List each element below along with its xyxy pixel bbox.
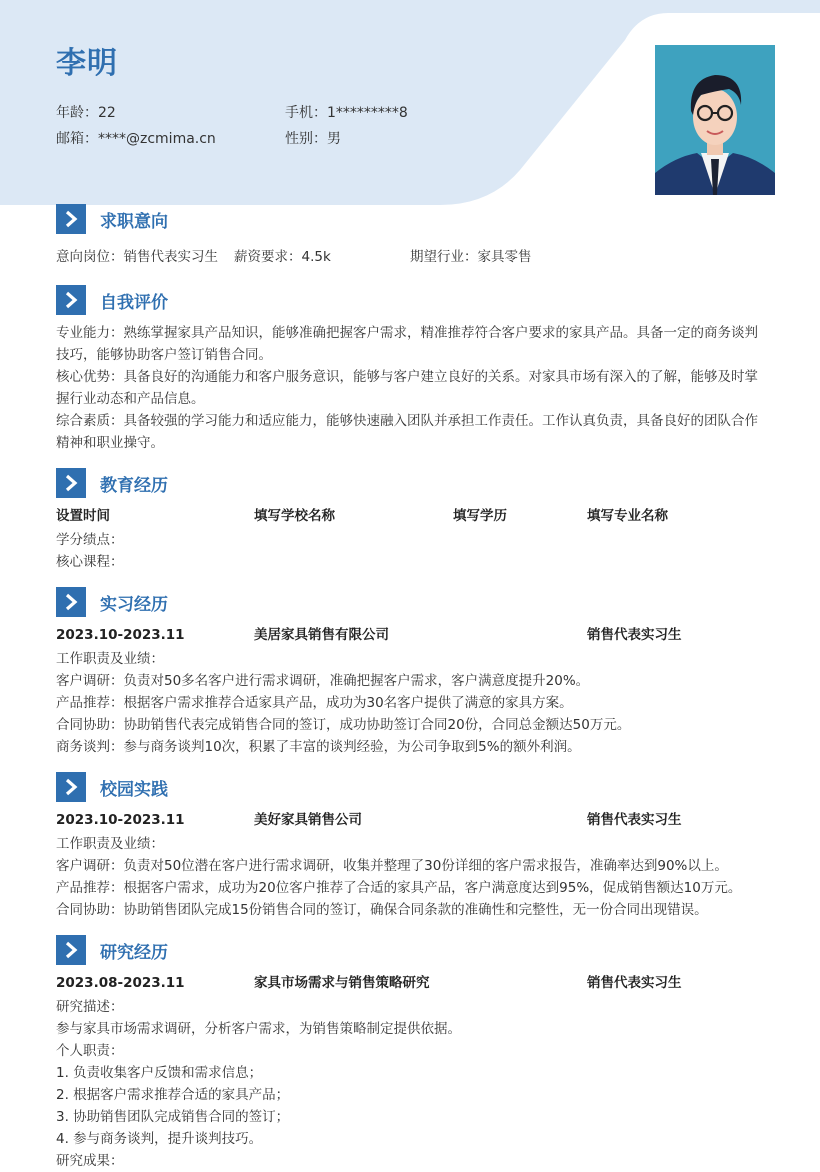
research-row (56, 972, 768, 994)
research-line: 2. 根据客户需求推荐合适的家具产品； (56, 1087, 290, 1103)
education-row (56, 505, 768, 527)
candidate-name: 李明 (56, 46, 118, 81)
intent-salary: 薪资要求：4.5k (234, 249, 331, 265)
education-degree: 填写学历 (453, 508, 507, 524)
intent-position: 意向岗位：销售代表实习生 (56, 249, 218, 265)
section-header-education (56, 468, 168, 498)
chevron-right-icon (56, 468, 86, 498)
section-title: 教育经历 (100, 475, 168, 496)
self-eval-paragraph: 综合素质：具备较强的学习能力和适应能力，能够快速融入团队并承担工作责任。工作认真负责，具备良好的团队合作精神和职业操守。 (56, 413, 758, 451)
section-header-research (56, 935, 168, 965)
education-gpa: 学分绩点： (56, 532, 124, 548)
section-header-self-eval (56, 285, 168, 315)
age: 年龄：22 (56, 105, 116, 121)
campus-line: 产品推荐：根据客户需求，成功为20位客户推荐了合适的家具产品，客户满意度达到95%，促成销售额达10万元。 (56, 880, 742, 896)
research-line: 研究描述： (56, 999, 124, 1015)
research-role: 销售代表实习生 (587, 975, 682, 991)
section-title: 研究经历 (100, 942, 168, 963)
gender: 性别：男 (285, 131, 341, 147)
self-eval-paragraph: 核心优势：具备良好的沟通能力和客户服务意识，能够与客户建立良好的关系。对家具市场有深入的了解，能够及时掌握行业动态和产品信息。 (56, 369, 758, 407)
education-courses: 核心课程： (56, 554, 124, 570)
campus-line: 客户调研：负责对50位潜在客户进行需求调研，收集并整理了30份详细的客户需求报告，准确率达到90%以上。 (56, 858, 728, 874)
campus-company: 美好家具销售公司 (254, 812, 362, 828)
education-major: 填写专业名称 (587, 508, 668, 524)
chevron-right-icon (56, 204, 86, 234)
research-project: 家具市场需求与销售策略研究 (254, 975, 430, 991)
internship-line: 商务谈判：参与商务谈判10次，积累了丰富的谈判经验，为公司争取到5%的额外利润。 (56, 739, 581, 755)
chevron-right-icon (56, 285, 86, 315)
section-title: 自我评价 (100, 292, 168, 313)
chevron-right-icon (56, 772, 86, 802)
internship-time: 2023.10-2023.11 (56, 627, 185, 643)
campus-time: 2023.10-2023.11 (56, 812, 185, 828)
internship-line: 工作职责及业绩： (56, 651, 164, 667)
research-line: 4. 参与商务谈判，提升谈判技巧。 (56, 1131, 263, 1147)
section-title: 校园实践 (100, 779, 168, 800)
internship-line: 客户调研：负责对50多名客户进行需求调研，准确把握客户需求，客户满意度提升20%。 (56, 673, 590, 689)
research-time: 2023.08-2023.11 (56, 975, 185, 991)
section-header-intent (56, 204, 168, 234)
education-school: 填写学校名称 (254, 508, 335, 524)
internship-line: 合同协助：协助销售代表完成销售合同的签订，成功协助签订合同20份，合同总金额达50万元。 (56, 717, 631, 733)
email: 邮箱：****@zcmima.cn (56, 131, 216, 147)
chevron-right-icon (56, 587, 86, 617)
section-title: 求职意向 (100, 211, 168, 232)
internship-company: 美居家具销售有限公司 (254, 627, 389, 643)
research-line: 参与家具市场需求调研，分析客户需求，为销售策略制定提供依据。 (56, 1021, 461, 1037)
chevron-right-icon (56, 935, 86, 965)
research-line: 个人职责： (56, 1043, 124, 1059)
internship-role: 销售代表实习生 (587, 627, 682, 643)
research-line: 1. 负责收集客户反馈和需求信息； (56, 1065, 263, 1081)
section-header-campus (56, 772, 168, 802)
section-header-internship (56, 587, 168, 617)
research-line: 研究成果： (56, 1153, 124, 1169)
intent-industry: 期望行业：家具零售 (410, 249, 532, 265)
campus-line: 工作职责及业绩： (56, 836, 164, 852)
section-title: 实习经历 (100, 594, 168, 615)
self-eval-paragraph: 专业能力：熟练掌握家具产品知识，能够准确把握客户需求，精准推荐符合客户要求的家具产品。具备一定的商务谈判技巧，能够协助客户签订销售合同。 (56, 325, 758, 363)
internship-row (56, 624, 768, 646)
internship-line: 产品推荐：根据客户需求推荐合适家具产品，成功为30名客户提供了满意的家具方案。 (56, 695, 573, 711)
research-line: 3. 协助销售团队完成销售合同的签订； (56, 1109, 290, 1125)
avatar-photo (655, 45, 775, 195)
campus-line: 合同协助：协助销售团队完成15份销售合同的签订，确保合同条款的准确性和完整性，无一份合同出现错误。 (56, 902, 708, 918)
phone: 手机：1*********8 (285, 105, 408, 121)
education-time: 设置时间 (56, 508, 110, 524)
campus-row (56, 809, 768, 831)
campus-role: 销售代表实习生 (587, 812, 682, 828)
